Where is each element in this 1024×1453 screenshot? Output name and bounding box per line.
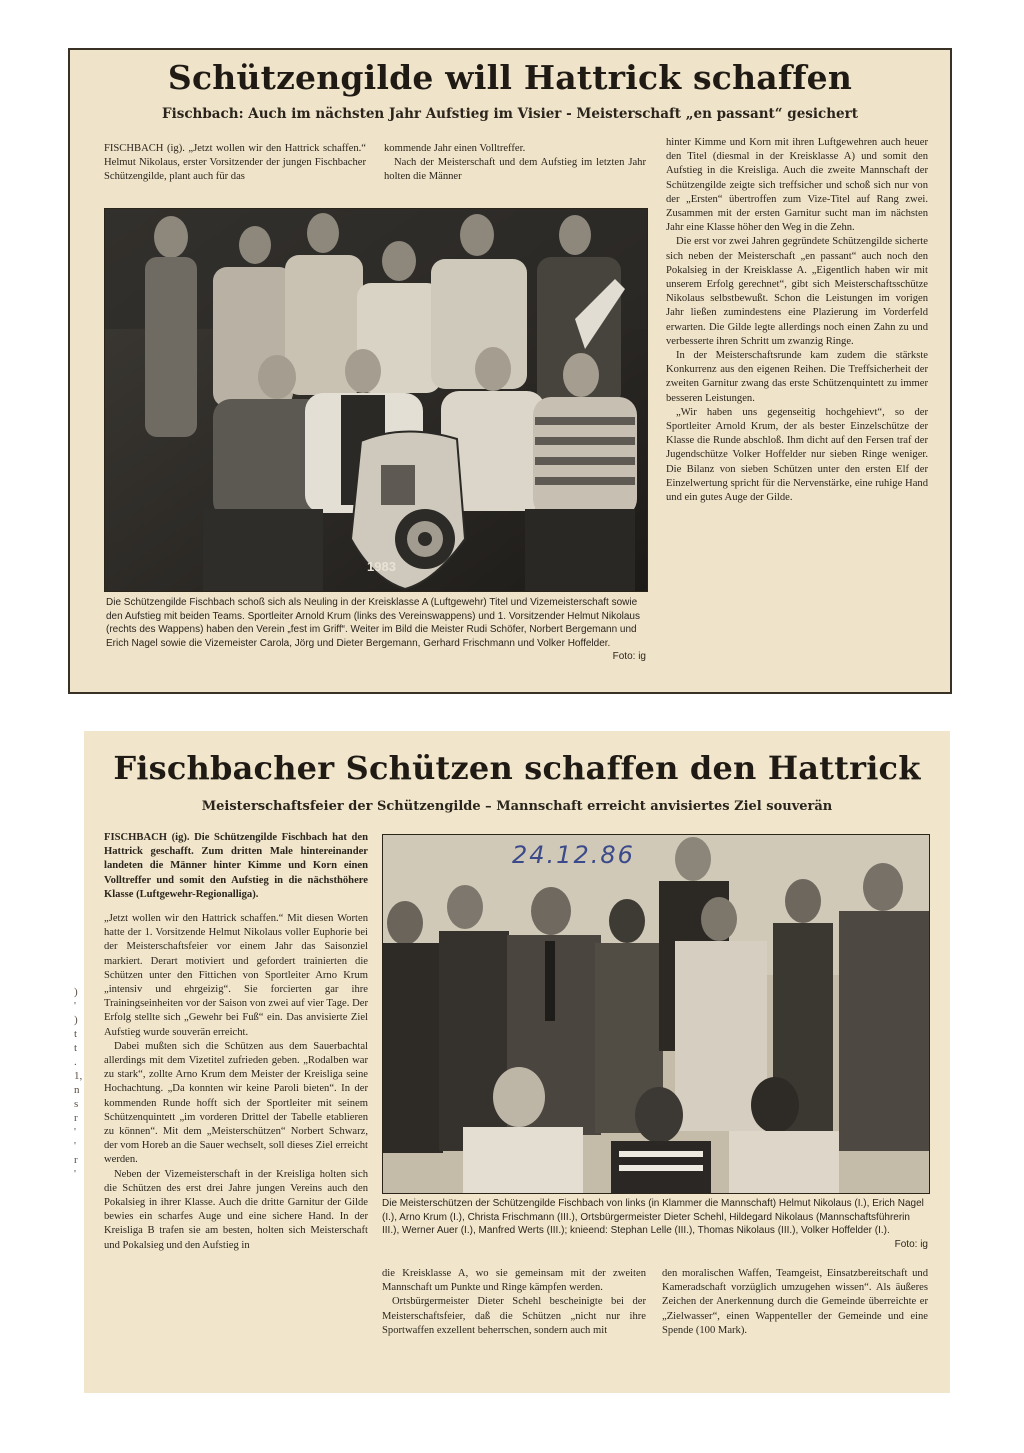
article1-photo-credit: Foto: ig xyxy=(612,651,646,663)
article1-col2-para-1: kommende Jahr einen Volltreffer. xyxy=(384,143,526,154)
team-photo-image xyxy=(105,209,647,591)
article1-photo-caption xyxy=(106,596,646,664)
article1-intro-text: FISCHBACH (ig). „Jetzt wollen wir den Hattrick schaffen.“ Helmut Nikolaus, erster Vorsitzender der jungen Fischbacher Schützengilde, plant auch für das xyxy=(104,143,366,183)
article2-col3-text: den moralischen Waffen, Teamgeist, Einsatzbereitschaft und Kameradschaft vorzüglich umzugehen wissen“. Als äußeres Zeichen der Anerkennung durch die Gemeinde überreichte er „Zielwasser“, einen Wappenteller der Gemeinde und eine Spende (100 Mark). xyxy=(662,1268,928,1336)
handwritten-date: 24.12.86 xyxy=(512,841,635,869)
article2-caption-text: Die Meisterschützen der Schützengilde Fischbach von links (in Klammer die Mannschaft) Helmut Nikolaus (I.), Erich Nagel (I.), Arno Krum (I.), Christa Frischmann (III.), Ortsbürgermeister Dieter Schehl, Hildegard Nikolaus (Mannschaftsführerin III.), Werner Auer (I.), Manfred Werts (III.); knieend: Stephan Lelle (III.), Thomas Nikolaus (III.), Volker Hoffelder (I.). xyxy=(382,1198,924,1237)
article1-col3-para-4: „Wir haben uns gegenseitig hochgehievt“, so der Sportleiter Arnold Krum, der als bester Einzelschütze der Klasse die Runde abschloß. Ihm dicht auf den Fersen traf der Jugendschütze Volker Hoffelder nur sieben Ringe weniger. Die Bilanz von sieben Schützen unter den ersten Elf der Einzelwertung spricht für die Nervenstärke, eine ruhige Hand und ein gutes Auge der Gilde. xyxy=(666,406,928,504)
article1-column-2 xyxy=(384,142,646,185)
article1-subheadline: Fischbach: Auch im nächsten Jahr Aufstieg im Visier - Meisterschaft „en passant“ gesichert xyxy=(162,106,858,122)
article2-subheadline: Meisterschaftsfeier der Schützengilde – Mannschaft erreicht anvisiertes Ziel souverän xyxy=(201,799,833,814)
article2-column-1 xyxy=(104,831,368,1253)
article2-col2-para-2: Ortsbürgermeister Dieter Schehl bescheinigte bei der Meisterschaftsfeier, daß die Schützen „nicht nur ihre Sportwaffen exzellent beherrschen, sondern auch mit xyxy=(382,1296,646,1336)
article1-column-1 xyxy=(104,142,366,185)
article2-photo-credit: Foto: ig xyxy=(894,1238,928,1250)
article2-col2-para-1: die Kreisklasse A, wo sie gemeinsam mit der zweiten Mannschaft um Punkte und Ringe kämpfen werden. xyxy=(382,1268,646,1294)
article2-headline: Fischbacher Schützen schaffen den Hattrick xyxy=(113,749,921,787)
article2-col1-para-2: Dabei mußten sich die Schützen aus dem Sauerbachtal allerdings mit dem Vizetitel zufrieden geben. „Rodalben war zu stark“, zollte Arno Krum dem Meister der Kreisliga seine Hochachtung. „Da konnten wir keine Paroli bieten“. In der kommenden Runde hofft sich der Sportleiter mit seinem Schützenquintett „im vorderen Drittel der Tabelle etablieren zu können“. Mit dem „Meisterschützen“ Norbert Schwarz, der vom Horeb an die Sauer wechselt, soll dieses Ziel erreicht werden. xyxy=(104,1040,368,1166)
article1-column-3 xyxy=(666,136,928,505)
emblem-year-text: 1983 xyxy=(367,559,396,574)
newspaper-clipping-1 xyxy=(68,48,952,694)
article1-caption-text: Die Schützengilde Fischbach schoß sich als Neuling in der Kreisklasse A (Luftgewehr) Titel und Vizemeisterschaft sowie den Aufstieg mit beiden Teams. Sportleiter Arnold Krum (links des Vereinswappens) und 1. Vorsitzender Helmut Nikolaus (rechts des Wappens) haben den Verein „fest im Griff“. Weiter im Bild die Meister Rudi Schöfer, Norbert Bergemann und Erich Nagel sowie die Vizemeister Carola, Jörg und Dieter Bergemann, Gerhard Frischmann und Volker Hoffelder. xyxy=(106,597,640,649)
article2-col1-para-3: Neben der Vizemeisterschaft in der Kreisliga holten sich die Schützen des erst drei Jahre jungen Vereins auch den Pokalsieg in ihrer Klasse. Auch die dritte Garnitur der Gilde bewies ein scharfes Auge und eine sichere Hand. In der Kreisliga B trafen sie am besten, holten sich Meisterschaft und Pokalsieg und den Aufstieg in xyxy=(104,1168,368,1251)
article2-column-3 xyxy=(662,1267,928,1338)
article1-headline: Schützengilde will Hattrick schaffen xyxy=(167,58,853,97)
article1-team-photo xyxy=(104,208,648,592)
article2-team-photo xyxy=(382,834,930,1194)
article1-col3-para-3: In der Meisterschaftsrunde kam zudem die stärkste Konkurrenz aus den eigenen Reihen. Die Treffsicherheit der zweiten Garnitur zwang das erste Schützenquintett zu immer besseren Leistungen. xyxy=(666,350,928,404)
page-margin-marks: ) ' ) t t . 1, n s r ' ' r ' xyxy=(74,986,83,1180)
article2-col1-para-1: „Jetzt wollen wir den Hattrick schaffen.“ Mit diesen Worten hatte der 1. Vorsitzende Helmut Nikolaus voller Euphorie bei der Meisterschaftsfeier vor einem Jahr das Saisonziel markiert. Derart motiviert und gefordert trainierten die Schützen unter den Fittichen von Sportleiter Arno Krum „intensiv und ehrgeizig“. Sie forcierten gar ihre Trainingseinheiten vor der Saison von zwei auf vier Tage. Der Erfolg stellte sich „Gewehr bei Fuß“ ein. Das anvisierte Ziel Aufstieg wurde souverän erreicht. xyxy=(104,913,368,1038)
article2-lead-text: FISCHBACH (ig). Die Schützengilde Fischbach hat den Hattrick geschafft. Zum dritten Male hintereinander landeten die Männer hinter Kimme und Korn einen Volltreffer und somit den Aufstieg in die nächsthöhere Klasse (Luftgewehr-Regionalliga). xyxy=(104,832,368,900)
newspaper-clipping-2 xyxy=(84,731,950,1393)
celebration-photo-image xyxy=(383,835,929,1193)
article2-column-2 xyxy=(382,1267,646,1338)
article1-col2-para-2: Nach der Meisterschaft und dem Aufstieg im letzten Jahr holten die Männer xyxy=(384,157,646,183)
article1-col3-para-2: Die erst vor zwei Jahren gegründete Schützengilde sicherte sich neben der Meisterschaft „en passant“ auch noch den Pokalsieg in der Kreisklasse A. „Eigentlich haben wir mit unserem Erfolg gerechnet“, gibt sich Meisterschaftsschütze Nikolaus selbstbewußt. Schon die Leistungen im vorigen Jahr ließen zumindestens eine Plazierung im Vorderfeld erwarten. Die Gilde legte allerdings noch einen Zahn zu und verbesserte ihren Schritt um zwanzig Ringe. xyxy=(666,236,928,347)
article2-photo-caption xyxy=(382,1197,928,1251)
article1-col3-para-1: hinter Kimme und Korn mit ihren Luftgewehren auch heuer den Titel (diesmal in der Kreisklasse A) und somit den Aufstieg in die Kreisliga. Auch die zweite Mannschaft der Schützengilde zeigte sich treffsicher und schoß sich nur von der „Ersten“ übertroffen zum Vize-Titel auf Rang zwei. Zusammen mit der ersten Garnitur sucht man im nächsten Jahr eine Klasse höher den Weg in die Zehn. xyxy=(666,137,928,234)
